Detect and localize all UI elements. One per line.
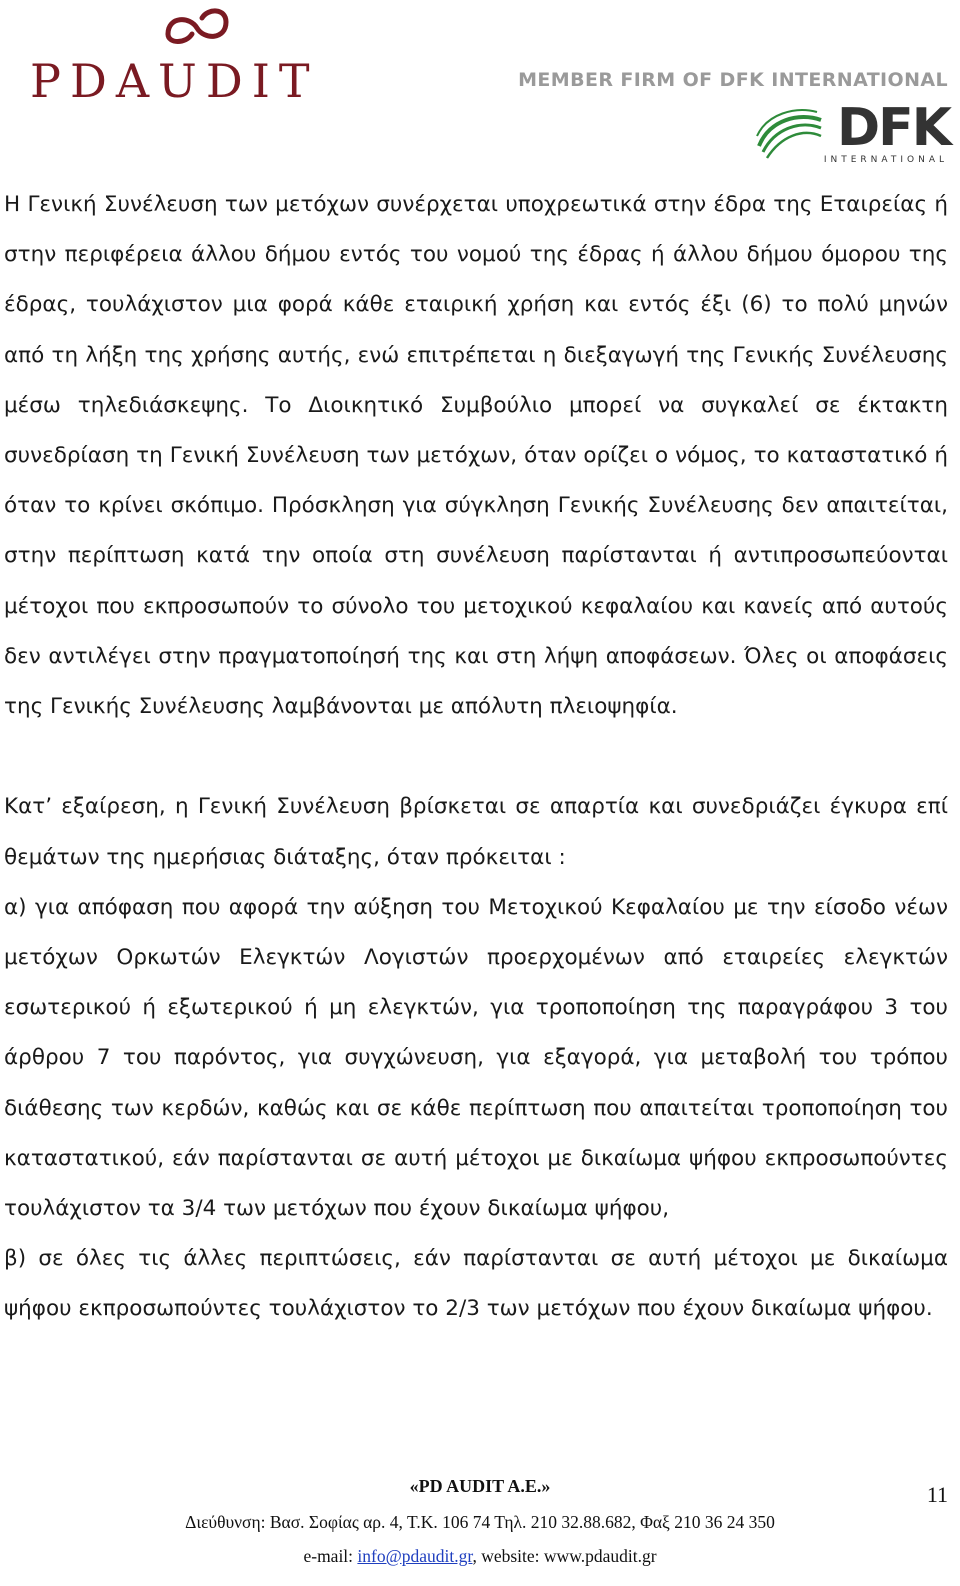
document-body <box>4 180 948 1335</box>
email-link[interactable]: info@pdaudit.gr <box>357 1546 473 1566</box>
page-number: 11 <box>926 1482 948 1507</box>
paragraph-exception: Κατ’ εξαίρεση, η Γενική Συνέλευση βρίσκεται σε απαρτία και συνεδριάζει έγκυρα επί θεμάτων της ημερήσιας διάταξης, όταν πρόκειται : <box>4 794 948 870</box>
dfk-subtitle: INTERNATIONAL <box>823 155 948 165</box>
website-text: www.pdaudit.gr <box>543 1546 657 1566</box>
infinity-logo-icon <box>162 4 232 48</box>
dfk-logo <box>755 98 950 172</box>
company-address: Διεύθυνση: Βασ. Σοφίας αρ. 4, Τ.Κ. 106 74 Τηλ. 210 32.88.682, Φαξ 210 36 24 350 <box>185 1512 775 1532</box>
list-item-a: α) για απόφαση που αφορά την αύξηση του Μετοχικού Κεφαλαίου με την είσοδο νέων μετόχων Ορκωτών Ελεγκτών Λογιστών προερχομένων από εταιρείες ελεγκτών εσωτερικού ή εξωτερικού ή μη ελεγκτών, για τροποποίηση της παραγράφου 3 του άρθρου 7 του παρόντος, για συγχώνευση, για εξαγορά, για μεταβολή του τρόπου διάθεσης των κερδών, καθώς και σε κάθε περίπτωση που απαιτείται τροποποίηση του καταστατικού, εάν παρίστανται σε αυτή μέτοχοι με δικαίωμα ψήφου εκπροσωπούντες τουλάχιστον τα 3/4 των μετόχων που έχουν δικαίωμα ψήφου, <box>4 894 948 1222</box>
dfk-wordmark: DFK <box>837 98 950 158</box>
member-firm-text: MEMBER FIRM OF DFK INTERNATIONAL <box>518 69 948 91</box>
paragraph-spacer <box>4 732 948 782</box>
company-name: «PD AUDIT A.E.» <box>409 1476 551 1496</box>
dfk-swirl-icon <box>755 106 825 162</box>
list-item-b: β) σε όλες τις άλλες περιπτώσεις, εάν παρίστανται σε αυτή μέτοχοι με δικαίωμα ψήφου εκπροσωπούντες τουλάχιστον το 2/3 των μετόχων που έχουν δικαίωμα ψήφου. <box>4 1246 948 1322</box>
email-label: e-mail: <box>303 1546 358 1566</box>
pdaudit-logo <box>30 4 370 108</box>
paragraph-general-assembly: Η Γενική Συνέλευση των μετόχων συνέρχεται υποχρεωτικά στην έδρα της Εταιρείας ή στην περιφέρεια άλλου δήμου εντός του νομού της έδρας ή άλλου δήμου όμορου της έδρας, τουλάχιστον μια φορά κάθε εταιρική χρήση και εντός έξι (6) το πολύ μηνών από τη λήξη της χρήσης αυτής, ενώ επιτρέπεται η διεξαγωγή της Γενικής Συνέλευσης μέσω τηλεδιάσκεψης. Το Διοικητικό Συμβούλιο μπορεί να συγκαλεί σε έκτακτη συνεδρίαση τη Γενική Συνέλευση των μετόχων, όταν ορίζει ο νόμος, το καταστατικό ή όταν το κρίνει σκόπιμο. Πρόσκληση για σύγκληση Γενικής Συνέλευσης δεν απαιτείται, στην περίπτωση κατά την οποία στη συνέλευση παρίστανται ή αντιπροσωπεύονται μέτοχοι που εκπροσωπούν το σύνολο του μετοχικού κεφαλαίου και κανείς από αυτούς δεν αντιλέγει στην πραγματοποίησή της και στη λήψη αποφάσεων. Όλες οι αποφάσεις της Γενικής Συνέλευσης λαμβάνονται με απόλυτη πλειοψηφία. <box>4 192 948 720</box>
logo-wordmark: PDAUDIT <box>30 54 319 108</box>
website-label: , website: <box>472 1546 544 1566</box>
page-header <box>0 0 960 175</box>
page-footer <box>0 1470 960 1586</box>
contact-line <box>0 1546 960 1567</box>
